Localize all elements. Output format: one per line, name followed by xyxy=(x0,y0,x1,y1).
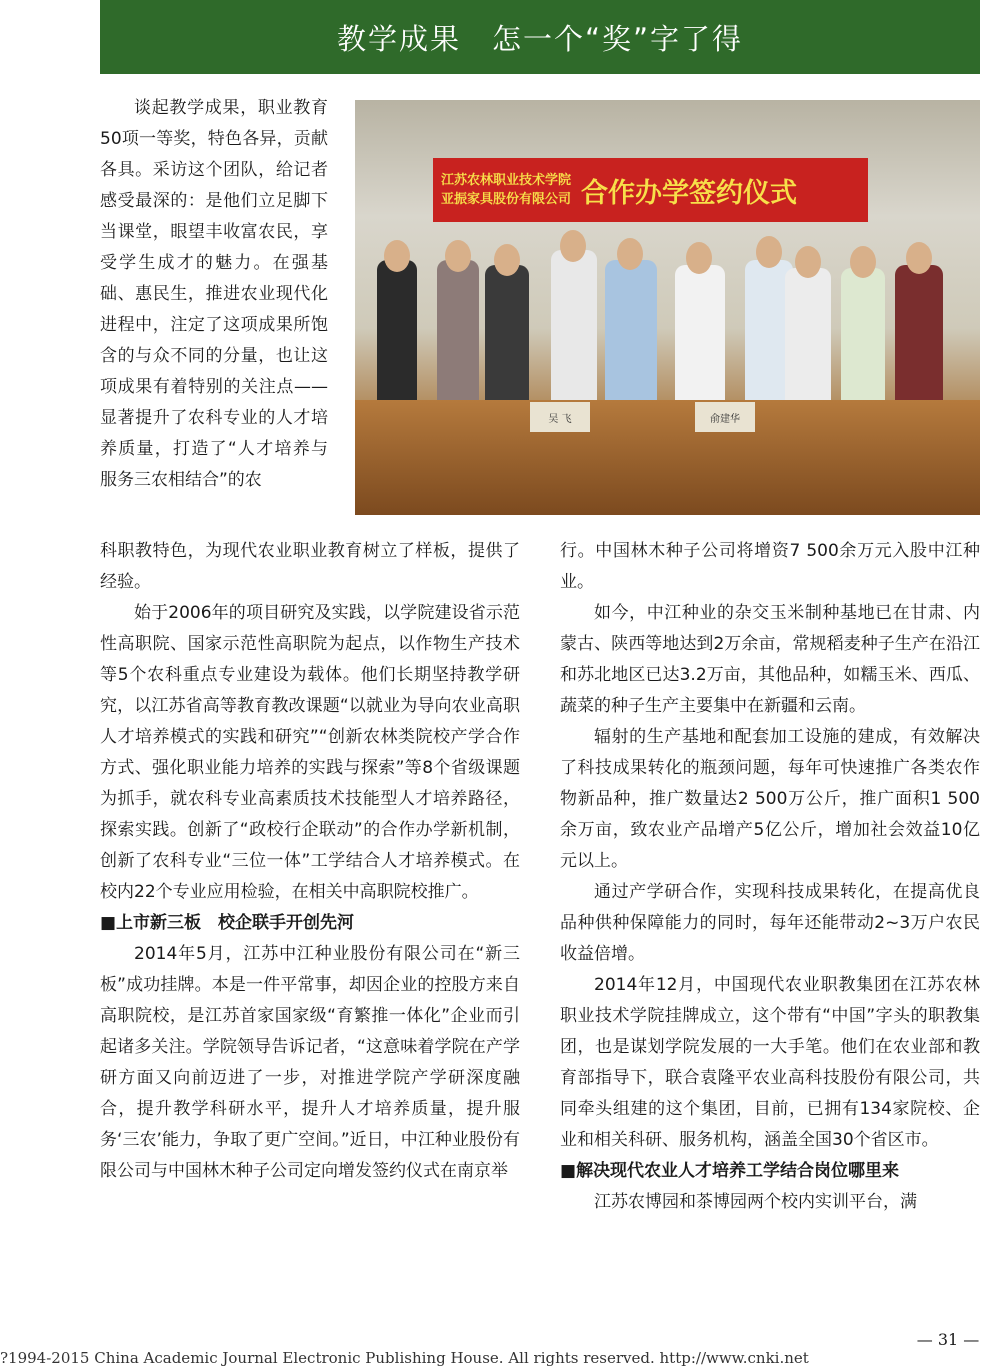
signing-ceremony-photo xyxy=(355,100,980,515)
person-head xyxy=(686,242,712,274)
person xyxy=(437,260,479,420)
section-heading-2-text: 解决现代农业人才培养工学结合岗位哪里来 xyxy=(576,1161,900,1181)
left-column xyxy=(100,536,520,1187)
group-paragraph: 2014年12月，中国现代农业职教集团在江苏农林职业技术学院挂牌成立，这个带有“中国”字头的职教集团，也是谋划学院发展的一大手笔。他们在农业部和教育部指导下，联合袁隆平农业高科技股份有限公司，共同牵头组建的这个集团，目前，已拥有134家院校、企业和相关科研、服务机构，涵盖全国30个省区市。 xyxy=(560,975,980,1150)
banner-line-2: 亚振家具股份有限公司 xyxy=(441,192,572,207)
section-marker-icon: ■ xyxy=(100,913,117,933)
nameplate-right: 俞建华 xyxy=(695,402,755,432)
person xyxy=(605,260,657,420)
banner-line-1: 江苏农林职业技术学院 xyxy=(441,173,572,188)
person xyxy=(785,268,831,420)
page-number: — 31 — xyxy=(916,1330,980,1349)
investment-paragraph: 行。中国林木种子公司将增资7 500余万元入股中江种业。 xyxy=(560,541,980,592)
person-head xyxy=(494,244,520,276)
base-paragraph: 如今，中江种业的杂交玉米制种基地已在甘肃、内蒙古、陕西等地达到2万余亩，常规稻麦种子生产在沿江和苏北地区已达3.2万亩，其他品种，如糯玉米、西瓜、蔬菜的种子生产主要集中在新疆和云南。 xyxy=(560,603,980,716)
section-heading-2 xyxy=(560,1156,980,1187)
listing-paragraph: 2014年5月，江苏中江种业股份有限公司在“新三板”成功挂牌。本是一件平常事，却因企业的控股方来自高职院校，是江苏首家国家级“育繁推一体化”企业而引起诸多关注。学院领导告诉记者，“这意味着学院在产学研方面又向前迈进了一步，对推进学院产学研深度融合，提升教学科研水平，提升人才培养质量，提升服务‘三农’能力，争取了更广空间。”近日，中江种业股份有限公司与中国林木种子公司定向增发签约仪式在南京举 xyxy=(100,944,520,1181)
intro-paragraph: 谈起教学成果，职业教育50项一等奖，特色各异，贡献各具。采访这个团队，给记者感受最深的：是他们立足脚下当课堂，眼望丰收富农民，享受学生成才的魅力。在强基础、惠民生，推进农业现代化进程中，注定了这项成果所饱含的与众不同的分量，也让这项成果有着特别的关注点——显著提升了农科专业的人才培养质量，打造了“人才培养与服务三农相结合”的农 xyxy=(100,98,328,490)
training-paragraph: 江苏农博园和茶博园两个校内实训平台，满 xyxy=(594,1192,917,1212)
person-head xyxy=(906,242,932,274)
section-marker-icon: ■ xyxy=(560,1161,577,1181)
banner-ceremony-title: 合作办学签约仪式 xyxy=(581,177,798,209)
person-head xyxy=(617,238,643,270)
person xyxy=(377,260,417,420)
person-head xyxy=(795,246,821,278)
signing-table xyxy=(355,400,980,515)
person xyxy=(675,265,725,420)
section-heading-1-text: 上市新三板 校企联手开创先河 xyxy=(116,913,355,933)
radiation-paragraph: 辐射的生产基地和配套加工设施的建成，有效解决了科技成果转化的瓶颈问题，每年可快速推广各类农作物新品种，推广数量达2 500万公斤，推广面积1 500余万亩，致农业产品增产5亿公斤，增加社会效益10亿元以上。 xyxy=(560,727,980,871)
cooperation-paragraph: 通过产学研合作，实现科技成果转化，在提高优良品种供种保障能力的同时，每年还能带动2~3万户农民收益倍增。 xyxy=(560,882,980,964)
person-head xyxy=(756,236,782,268)
left-narrow-column xyxy=(100,93,328,496)
person xyxy=(485,265,529,420)
copyright-footer: ?1994-2015 China Academic Journal Electronic Publishing House. All rights reserved. http://www.cnki.net xyxy=(0,1349,809,1367)
person-head xyxy=(850,246,876,278)
person xyxy=(895,265,943,420)
research-paragraph: 始于2006年的项目研究及实践，以学院建设省示范性高职院、国家示范性高职院为起点，以作物生产技术等5个农科重点专业建设为载体。他们长期坚持教学研究，以江苏省高等教育教改课题“以就业为导向农业高职人才培养模式的实践和研究”“创新农林类院校产学合作方式、强化职业能力培养的实践与探索”等8个省级课题为抓手，就农科专业高素质技术技能型人才培养路径，探索实践。创新了“政校行企联动”的合作办学新机制，创新了农科专业“三位一体”工学结合人才培养模式。在校内22个专业应用检验，在相关中高职院校推广。 xyxy=(100,603,520,902)
right-column xyxy=(560,536,980,1218)
person-head xyxy=(384,240,410,272)
nameplate-left: 吴 飞 xyxy=(530,402,590,432)
photo-banner xyxy=(433,158,868,222)
article-header xyxy=(100,0,980,74)
person xyxy=(841,268,885,420)
article-title: 教学成果 怎一个“奖”字了得 xyxy=(336,21,744,56)
person-head xyxy=(445,240,471,272)
intro-paragraph-continued: 科职教特色，为现代农业职业教育树立了样板，提供了经验。 xyxy=(100,541,520,592)
person-head xyxy=(560,230,586,262)
section-heading-1 xyxy=(100,908,520,939)
person xyxy=(551,250,597,420)
